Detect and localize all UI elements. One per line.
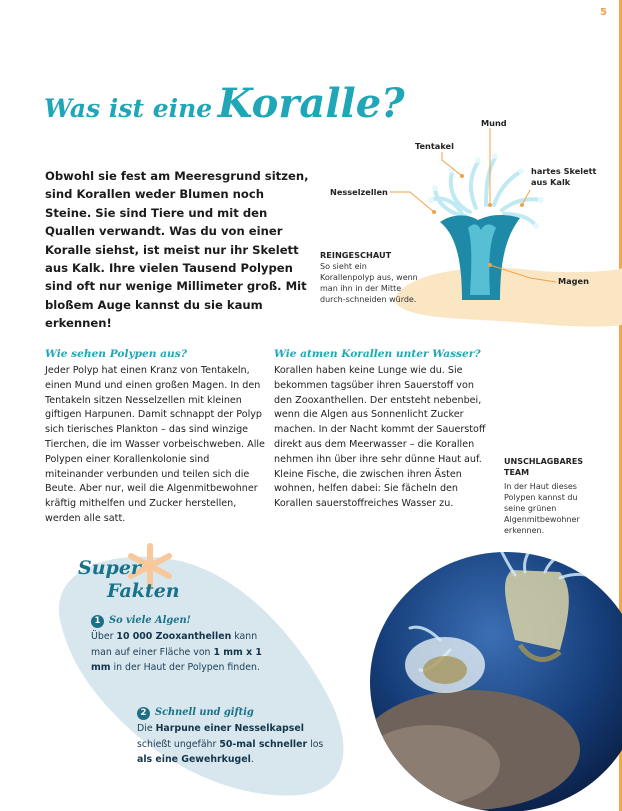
- diagram-caption: So sieht ein Korallenpolyp aus, wenn man ihn in der Mitte durch-schneiden würde.: [320, 262, 418, 304]
- fact2-b2: 50-mal schneller: [219, 738, 308, 750]
- superfakten-title-2: Fakten: [107, 580, 180, 602]
- title-part2: Koralle?: [217, 80, 405, 127]
- team-caption: In der Haut dieses Polypen kannst du seine grünen Algenmitbewohner erkennen.: [504, 482, 580, 535]
- section1-text: Jeder Polyp hat einen Kranz von Tentakeln, einen Mund und einen großen Magen. In den Tentakeln sitzen Nesselzellen mit kleinen giftigen Harpunen. Damit schnappt der Polyp sich tierisches Plankton – das sind winzige Tierchen, die im Wasser vorbeischweben. Alle Polypen einer Korallenkolonie sind miteinander verbunden und teilen sich die Beute. Aber nur, weil die Algenmitbewohner kräftig mithelfen und Zucker herstellen, werden alle satt.: [45, 365, 265, 524]
- team-title-1: UNSCHLAGBARES: [504, 457, 584, 466]
- label-mund: Mund: [481, 118, 507, 128]
- intro-paragraph: Obwohl sie fest am Meeresgrund sitzen, sind Korallen weder Blumen noch Steine. Sie sind Tiere und mit den Quallen verwandt. Was du von einer Koralle siehst, ist meist nur ihr Skelett aus Kalk. Ihre vielen Tausend Polypen sind oft nur wenige Millimeter groß. Mit bloßem Auge kannst du sie kaum erkennen!: [45, 169, 309, 331]
- label-tentakel: Tentakel: [415, 141, 454, 151]
- fact1-text: [91, 629, 271, 676]
- fact1-number-badge: 1: [91, 615, 104, 628]
- superfakten-title-1: Super: [78, 557, 141, 579]
- label-nesselzellen: Nesselzellen: [330, 187, 388, 197]
- section2-heading: Wie atmen Korallen unter Wasser?: [274, 348, 481, 360]
- fact1-b2: 1 mm x 1 mm: [91, 646, 262, 673]
- label-magen: Magen: [558, 276, 589, 286]
- fact2-number-badge: 2: [137, 707, 150, 720]
- fact2-title: Schnell und giftig: [155, 707, 254, 718]
- section1-heading: Wie sehen Polypen aus?: [45, 348, 187, 360]
- fact2-b1: Harpune einer Nesselkapsel: [155, 723, 304, 734]
- team-title-2: TEAM: [504, 468, 530, 477]
- fact1-b1: 10 000 Zooxanthellen: [116, 631, 232, 642]
- title-part1: Was ist eine: [44, 94, 213, 123]
- fact1-t2: kann man auf einer Fläche von: [91, 631, 258, 658]
- fact1-t3: in der Haut der Polypen finden.: [110, 662, 260, 673]
- fact1-t1: Über: [91, 631, 117, 642]
- label-skelett-1: hartes Skelett: [531, 166, 597, 176]
- fact2-text: [137, 721, 327, 768]
- section2-text: Korallen haben keine Lunge wie du. Sie bekommen tagsüber ihren Sauerstoff von den Zooxanthellen. Der entsteht nebenbei, wenn die Algen aus Sonnenlicht Zucker machen. In der Nacht kommt der Sauerstoff direkt aus dem Meerwasser – die Korallen nehmen ihn über ihre sehr dünne Haut auf. Kleine Fische, die zwischen ihren Ästen wohnen, helfen dabei: Sie fächeln den Korallen sauerstoffreiches Wasser zu.: [274, 365, 486, 510]
- fact2-b3: als eine Gewehrkugel: [137, 754, 251, 765]
- label-skelett-2: aus Kalk: [531, 177, 571, 187]
- fact1-title: So viele Algen!: [109, 615, 191, 626]
- page-number: 5: [600, 7, 607, 18]
- fact2-t4: .: [250, 754, 254, 765]
- fact2-t2: schießt ungefähr: [137, 738, 220, 750]
- diagram-caption-title: REINGESCHAUT: [320, 250, 392, 260]
- fact2-t3: los: [307, 738, 324, 750]
- fact2-t1: Die: [137, 723, 156, 734]
